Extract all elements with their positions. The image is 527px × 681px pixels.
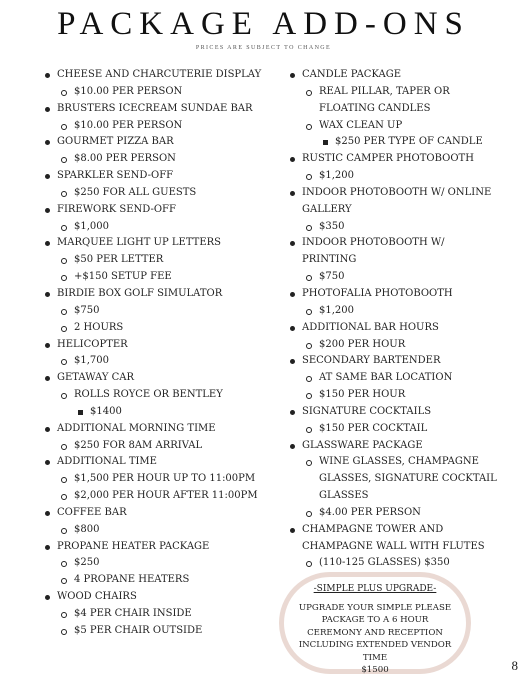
addon-detail [289,421,499,438]
addon-detail [289,303,499,320]
addon-subdetail [44,404,284,421]
simple-plus-upgrade-box [279,572,471,674]
list-item-text: MARQUEE LIGHT UP LETTERS [57,235,284,252]
addon-detail [44,269,284,286]
addon-item [44,337,284,354]
addon-item [44,421,284,438]
list-item-text: $800 [74,522,284,539]
addon-item [44,202,284,219]
addon-detail [44,572,284,589]
addon-item [289,353,499,370]
list-item-text: $4 PER CHAIR INSIDE [74,606,284,623]
list-item-text: PROPANE HEATER PACKAGE [57,539,284,556]
list-item-text: $50 PER LETTER [74,252,284,269]
addon-detail [44,118,284,135]
list-item-text: $350 [319,219,499,236]
addon-item [44,235,284,252]
list-item-text: $5 PER CHAIR OUTSIDE [74,623,284,640]
right-addon-list [289,67,499,572]
list-item-text: $250 FOR 8AM ARRIVAL [74,438,284,455]
addon-detail [44,387,284,404]
list-item-text: (110-125 GLASSES) $350 [319,555,499,572]
list-item-text: SIGNATURE COCKTAILS [302,404,499,421]
list-item-text: $250 FOR ALL GUESTS [74,185,284,202]
addon-detail [44,252,284,269]
right-column [289,67,499,572]
left-addon-list [44,67,284,640]
addon-detail [44,623,284,640]
addon-detail [44,353,284,370]
addon-detail [289,219,499,236]
page-number: 8 [511,658,518,673]
addon-item [44,67,284,84]
list-item-text: COFFEE BAR [57,505,284,522]
addon-item [44,134,284,151]
list-item-text: GOURMET PIZZA BAR [57,134,284,151]
list-item-text: +$150 SETUP FEE [74,269,284,286]
promo-price: $1500 [361,665,389,675]
list-item-text: $200 PER HOUR [319,337,499,354]
addon-detail [44,84,284,101]
addon-detail [289,387,499,404]
page-subtitle: PRICES ARE SUBJECT TO CHANGE [195,45,332,51]
addon-item [289,438,499,455]
addon-detail [44,606,284,623]
addon-item [44,505,284,522]
addon-item [289,151,499,168]
addon-detail [289,168,499,185]
list-item-text: $1,000 [74,219,284,236]
list-item-text: PHOTOFALIA PHOTOBOOTH [302,286,499,303]
list-item-text: WAX CLEAN UP [319,118,499,135]
addon-item [289,522,499,556]
addon-item [44,454,284,471]
list-item-text: CANDLE PACKAGE [302,67,499,84]
addon-detail [289,118,499,135]
addon-detail [44,303,284,320]
list-item-text: AT SAME BAR LOCATION [319,370,499,387]
list-item-text: $1400 [90,404,284,421]
list-item-text: SPARKLER SEND-OFF [57,168,284,185]
list-item-text: $1,200 [319,168,499,185]
list-item-text: GLASSWARE PACKAGE [302,438,499,455]
list-item-text: $10.00 PER PERSON [74,84,284,101]
addon-detail [289,269,499,286]
addon-detail [44,219,284,236]
list-item-text: $150 PER COCKTAIL [319,421,499,438]
addon-item [44,286,284,303]
addon-detail [289,370,499,387]
addon-detail [44,320,284,337]
addon-item [289,404,499,421]
list-item-text: ADDITIONAL MORNING TIME [57,421,284,438]
list-item-text: $250 [74,555,284,572]
addon-detail [289,454,499,505]
promo-heading: -SIMPLE PLUS UPGRADE- [313,584,437,594]
addon-detail [44,555,284,572]
list-item-text: $150 PER HOUR [319,387,499,404]
list-item-text: WINE GLASSES, CHAMPAGNE GLASSES, SIGNATURE COCKTAIL GLASSES [319,454,499,505]
list-item-text: RUSTIC CAMPER PHOTOBOOTH [302,151,499,168]
addon-detail [44,488,284,505]
list-item-text: $250 PER TYPE OF CANDLE [335,134,499,151]
list-item-text: $1,700 [74,353,284,370]
list-item-text: BRUSTERS ICECREAM SUNDAE BAR [57,101,284,118]
addon-detail [44,185,284,202]
addon-item [44,589,284,606]
addon-detail [289,505,499,522]
addon-item [289,185,499,219]
list-item-text: $8.00 PER PERSON [74,151,284,168]
addon-subdetail [289,134,499,151]
list-item-text: 2 HOURS [74,320,284,337]
list-item-text: 4 PROPANE HEATERS [74,572,284,589]
addon-item [289,286,499,303]
left-column [44,67,284,640]
list-item-text: $1,200 [319,303,499,320]
addon-detail [289,555,499,572]
list-item-text: HELICOPTER [57,337,284,354]
addon-item [44,370,284,387]
addon-detail [289,337,499,354]
list-item-text: GETAWAY CAR [57,370,284,387]
addon-item [44,168,284,185]
addon-detail [44,471,284,488]
list-item-text: $750 [319,269,499,286]
list-item-text: REAL PILLAR, TAPER OR FLOATING CANDLES [319,84,499,118]
page-title: PACKAGE ADD-ONS [57,6,470,42]
addon-item [44,539,284,556]
list-item-text: ADDITIONAL TIME [57,454,284,471]
list-item-text: $750 [74,303,284,320]
list-item-text: ROLLS ROYCE OR BENTLEY [74,387,284,404]
addon-detail [44,438,284,455]
list-item-text: SECONDARY BARTENDER [302,353,499,370]
list-item-text: ADDITIONAL BAR HOURS [302,320,499,337]
list-item-text: CHEESE AND CHARCUTERIE DISPLAY [57,67,284,84]
list-item-text: INDOOR PHOTOBOOTH W/ PRINTING [302,235,499,269]
list-item-text: $1,500 PER HOUR UP TO 11:00PM [74,471,284,488]
addon-item [289,235,499,269]
addon-item [44,101,284,118]
list-item-text: $4.00 PER PERSON [319,505,499,522]
list-item-text: $10.00 PER PERSON [74,118,284,135]
addon-detail [289,84,499,118]
addon-item [289,67,499,84]
list-item-text: BIRDIE BOX GOLF SIMULATOR [57,286,284,303]
addon-detail [44,151,284,168]
list-item-text: WOOD CHAIRS [57,589,284,606]
list-item-text: $2,000 PER HOUR AFTER 11:00PM [74,488,284,505]
list-item-text: INDOOR PHOTOBOOTH W/ ONLINE GALLERY [302,185,499,219]
list-item-text: CHAMPAGNE TOWER AND CHAMPAGNE WALL WITH FLUTES [302,522,499,556]
addon-detail [44,522,284,539]
addon-item [289,320,499,337]
promo-body: UPGRADE YOUR SIMPLE PLEASE PACKAGE TO A 6 HOUR CEREMONY AND RECEPTION INCLUDING EXTENDED VENDOR TIME [298,602,452,663]
list-item-text: FIREWORK SEND-OFF [57,202,284,219]
